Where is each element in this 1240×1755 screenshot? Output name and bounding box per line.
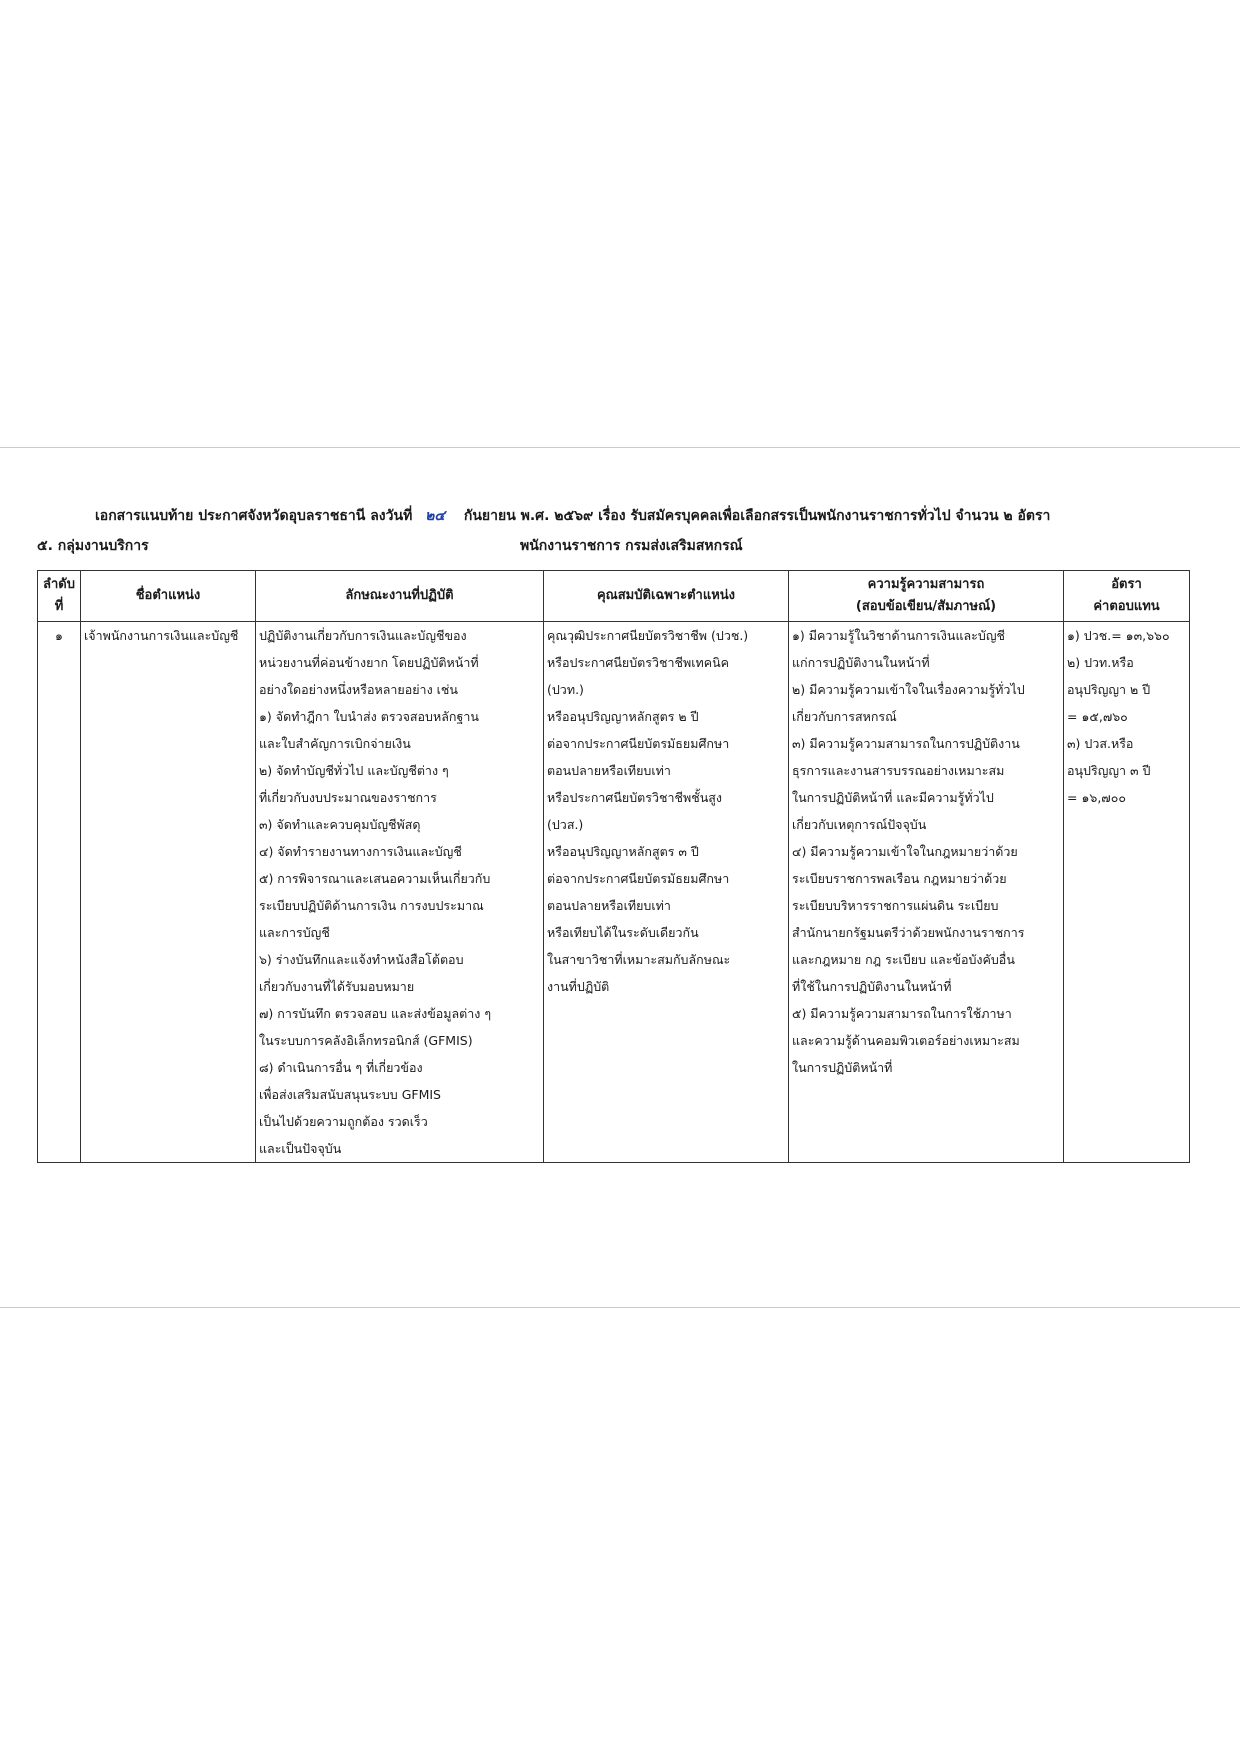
text-line: ๓) ปวส.หรือ bbox=[1067, 736, 1134, 751]
cell-position bbox=[81, 622, 256, 1163]
text-line: ๕) มีความรู้ความสามารถในการใช้ภาษา bbox=[792, 1006, 1012, 1021]
table-row bbox=[38, 622, 1190, 1163]
text-line: และความรู้ด้านคอมพิวเตอร์อย่างเหมาะสม bbox=[792, 1033, 1020, 1048]
text-line: หรืออนุปริญญาหลักสูตร ๒ ปี bbox=[547, 709, 699, 724]
text-line: ระเบียบบริหารราชการแผ่นดิน ระเบียบ bbox=[792, 898, 999, 913]
text-line: ต่อจากประกาศนียบัตรมัธยมศึกษา bbox=[547, 736, 730, 751]
text-line: งานที่ปฏิบัติ bbox=[547, 979, 610, 994]
cell-knowledge bbox=[789, 622, 1064, 1163]
text-line: หน่วยงานที่ค่อนข้างยาก โดยปฏิบัติหน้าที่ bbox=[259, 655, 479, 670]
top-scan-line bbox=[0, 447, 1240, 448]
cell-duties bbox=[256, 622, 544, 1163]
text-line: อัตรา bbox=[1111, 577, 1142, 592]
text-line: ๑) มีความรู้ในวิชาด้านการเงินและบัญชี bbox=[792, 628, 1005, 643]
text-line: ลำดับ bbox=[43, 577, 75, 592]
row-number: ๑ bbox=[55, 628, 63, 643]
header-duties bbox=[256, 571, 544, 622]
text-line: ๒) มีความรู้ความเข้าใจในเรื่องความรู้ทั่วไป bbox=[792, 682, 1025, 697]
text-line: และกฎหมาย กฎ ระเบียบ และข้อบังคับอื่น bbox=[792, 952, 1015, 967]
text-line: ๔) จัดทำรายงานทางการเงินและบัญชี bbox=[259, 844, 462, 859]
header-position bbox=[81, 571, 256, 622]
bottom-scan-line bbox=[0, 1307, 1240, 1308]
position-table bbox=[37, 570, 1190, 1163]
text-line: ๑) ปวช.= ๑๓,๖๖๐ bbox=[1067, 628, 1170, 643]
text-line: ในการปฏิบัติหน้าที่ และมีความรู้ทั่วไป bbox=[792, 790, 994, 805]
text-line: = ๑๕,๗๖๐ bbox=[1067, 709, 1128, 724]
text-line: อนุปริญญา ๒ ปี bbox=[1067, 682, 1151, 697]
text-line: (ปวท.) bbox=[547, 682, 584, 697]
text-line: หรือประกาศนียบัตรวิชาชีพเทคนิค bbox=[547, 655, 730, 670]
cell-qualifications bbox=[544, 622, 789, 1163]
text-line: ธุรการและงานสารบรรณอย่างเหมาะสม bbox=[792, 763, 1005, 778]
agency-heading: พนักงานราชการ กรมส่งเสริมสหกรณ์ bbox=[520, 538, 743, 554]
text-line: ตอนปลายหรือเทียบเท่า bbox=[547, 763, 671, 778]
text-line: (สอบข้อเขียน/สัมภาษณ์) bbox=[855, 599, 997, 614]
text-line: อนุปริญญา ๓ ปี bbox=[1067, 763, 1151, 778]
text-line: = ๑๖,๗๐๐ bbox=[1067, 790, 1126, 805]
text-line: ๓) มีความรู้ความสามารถในการปฏิบัติงาน bbox=[792, 736, 1020, 751]
header-qualifications bbox=[544, 571, 789, 622]
text-line: เป็นไปด้วยความถูกต้อง รวดเร็ว bbox=[259, 1114, 428, 1129]
text-line: เพื่อส่งเสริมสนับสนุนระบบ GFMIS bbox=[259, 1087, 441, 1102]
text-line: และการบัญชี bbox=[259, 925, 330, 940]
text-line: หรือเทียบได้ในระดับเดียวกัน bbox=[547, 925, 699, 940]
text-line: ๖) ร่างบันทึกและแจ้งทำหนังสือโต้ตอบ bbox=[259, 952, 464, 967]
cell-no bbox=[38, 622, 81, 1163]
text-line: แก่การปฏิบัติงานในหน้าที่ bbox=[792, 655, 930, 670]
text-line: ๒) จัดทำบัญชีทั่วไป และบัญชีต่าง ๆ bbox=[259, 763, 449, 778]
title-prefix: เอกสารแนบท้าย ประกาศจังหวัดอุบลราชธานี ลงวันที่ bbox=[95, 508, 413, 524]
table-header-row bbox=[38, 571, 1190, 622]
text-line: ปฏิบัติงานเกี่ยวกับการเงินและบัญชีของ bbox=[259, 628, 467, 643]
text-line: และใบสำคัญการเบิกจ่ายเงิน bbox=[259, 736, 411, 751]
text-line: ๒) ปวท.หรือ bbox=[1067, 655, 1134, 670]
text-line: ๔) มีความรู้ความเข้าใจในกฎหมายว่าด้วย bbox=[792, 844, 1018, 859]
text-line: และเป็นปัจจุบัน bbox=[259, 1141, 342, 1156]
text-line: ในการปฏิบัติหน้าที่ bbox=[792, 1060, 893, 1075]
text-line: ๘) ดำเนินการอื่น ๆ ที่เกี่ยวข้อง bbox=[259, 1060, 423, 1075]
attachment-title bbox=[95, 505, 1175, 527]
text-line: ๓) จัดทำและควบคุมบัญชีพัสดุ bbox=[259, 817, 421, 832]
title-suffix: กันยายน พ.ศ. ๒๕๖๙ เรื่อง รับสมัครบุคคลเพื่อเลือกสรรเป็นพนักงานราชการทั่วไป จำนวน ๒ อัตรา bbox=[463, 508, 1051, 524]
text-line: หรืออนุปริญญาหลักสูตร ๓ ปี bbox=[547, 844, 699, 859]
text-line: เกี่ยวกับการสหกรณ์ bbox=[792, 709, 897, 724]
handwritten-date: ๒๔ bbox=[425, 508, 445, 524]
text-line: สำนักนายกรัฐมนตรีว่าด้วยพนักงานราชการ bbox=[792, 925, 1025, 940]
text-line: ในสาขาวิชาที่เหมาะสมกับลักษณะ bbox=[547, 952, 731, 967]
text-line: ลักษณะงานที่ปฏิบัติ bbox=[345, 588, 454, 603]
header-pay bbox=[1064, 571, 1190, 622]
group-heading: ๕. กลุ่มงานบริการ bbox=[37, 538, 149, 554]
header-knowledge bbox=[789, 571, 1064, 622]
text-line: (ปวส.) bbox=[547, 817, 584, 832]
text-line: ตอนปลายหรือเทียบเท่า bbox=[547, 898, 671, 913]
text-line: ในระบบการคลังอิเล็กทรอนิกส์ (GFMIS) bbox=[259, 1033, 473, 1048]
text-line: ต่อจากประกาศนียบัตรมัธยมศึกษา bbox=[547, 871, 730, 886]
text-line: ที่ bbox=[54, 599, 64, 614]
text-line: ระเบียบปฏิบัติด้านการเงิน การงบประมาณ bbox=[259, 898, 484, 913]
position-name: เจ้าพนักงานการเงินและบัญชี bbox=[84, 628, 239, 643]
header-no bbox=[38, 571, 81, 622]
text-line: ๗) การบันทึก ตรวจสอบ และส่งข้อมูลต่าง ๆ bbox=[259, 1006, 492, 1021]
text-line: คุณสมบัติเฉพาะตำแหน่ง bbox=[596, 588, 736, 603]
text-line: หรือประกาศนียบัตรวิชาชีพชั้นสูง bbox=[547, 790, 722, 805]
cell-pay bbox=[1064, 622, 1190, 1163]
text-line: ๕) การพิจารณาและเสนอความเห็นเกี่ยวกับ bbox=[259, 871, 491, 886]
text-line: ๑) จัดทำฎีกา ใบนำส่ง ตรวจสอบหลักฐาน bbox=[259, 709, 479, 724]
text-line: ระเบียบราชการพลเรือน กฎหมายว่าด้วย bbox=[792, 871, 1007, 886]
text-line: ที่เกี่ยวกับงบประมาณของราชการ bbox=[259, 790, 437, 805]
text-line: ความรู้ความสามารถ bbox=[867, 577, 985, 592]
text-line: ที่ใช้ในการปฏิบัติงานในหน้าที่ bbox=[792, 979, 952, 994]
text-line: คุณวุฒิประกาศนียบัตรวิชาชีพ (ปวช.) bbox=[547, 628, 749, 643]
text-line: เกี่ยวกับงานที่ได้รับมอบหมาย bbox=[259, 979, 415, 994]
text-line: เกี่ยวกับเหตุการณ์ปัจจุบัน bbox=[792, 817, 927, 832]
text-line: ค่าตอบแทน bbox=[1093, 599, 1160, 614]
text-line: อย่างใดอย่างหนึ่งหรือหลายอย่าง เช่น bbox=[259, 682, 458, 697]
text-line: ชื่อตำแหน่ง bbox=[135, 588, 201, 603]
